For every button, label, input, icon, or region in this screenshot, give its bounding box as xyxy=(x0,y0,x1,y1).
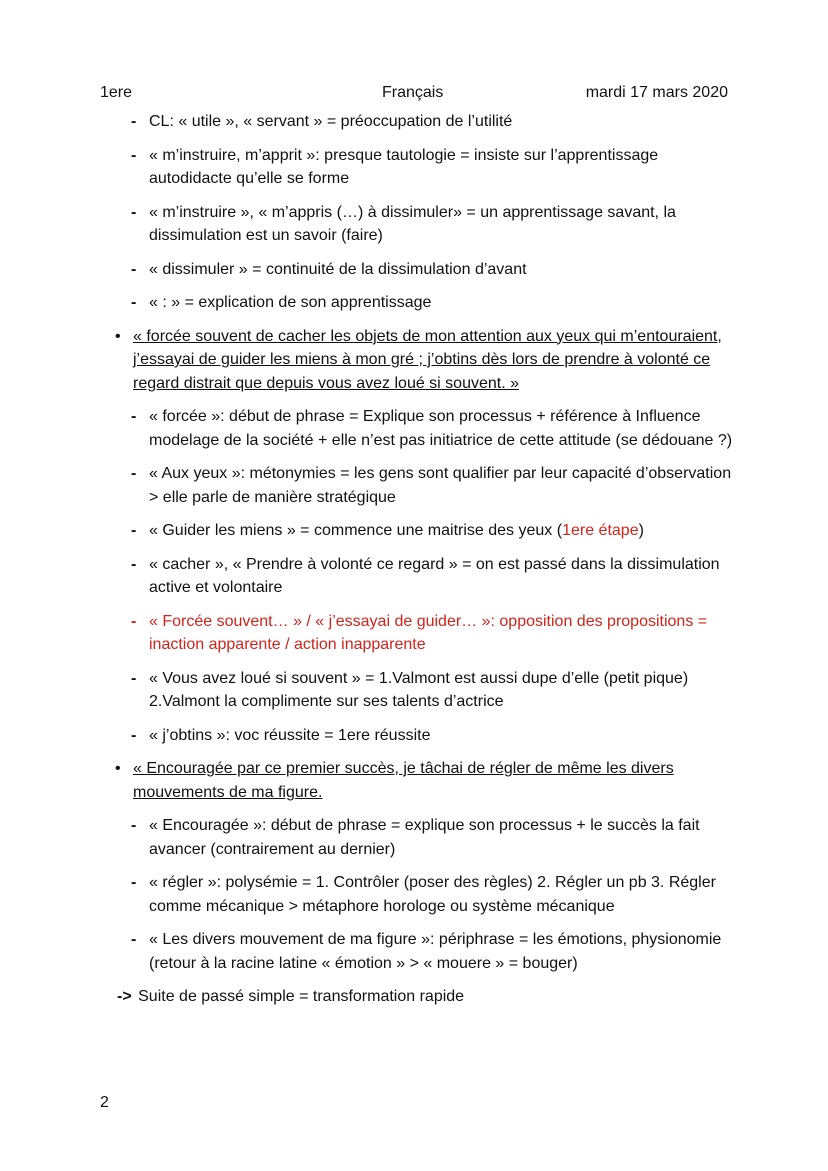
list-item xyxy=(100,553,740,600)
list-item xyxy=(100,110,740,134)
dash-bullet: - xyxy=(131,113,137,130)
list-item xyxy=(100,291,740,315)
quote-item xyxy=(100,757,740,804)
dash-bullet: - xyxy=(131,726,137,744)
notes-content xyxy=(100,110,740,1009)
page-number: 2 xyxy=(100,1094,109,1111)
list-item-text: « forcée »: début de phrase = Explique son processus + référence à Influence modelage de la société + elle n’est pas initiatrice de cette attitude (se dédouane ?) xyxy=(149,408,733,449)
round-bullet: • xyxy=(115,327,121,345)
highlight-red-text: 1ere étape xyxy=(562,522,639,539)
header-date: mardi 17 mars 2020 xyxy=(585,84,728,101)
list-item xyxy=(100,258,740,282)
list-item-text: « régler »: polysémie = 1. Contrôler (poser des règles) 2. Régler un pb 3. Régler comme mécanique > métaphore horologe ou système mécanique xyxy=(149,874,716,915)
list-item xyxy=(100,814,740,861)
list-item-text: « m’instruire, m’apprit »: presque tautologie = insiste sur l’apprentissage autodidacte qu’elle se forme xyxy=(149,146,659,187)
conclusion-text: Suite de passé simple = transformation rapide xyxy=(138,988,465,1005)
list-item xyxy=(100,667,740,714)
dash-bullet: - xyxy=(131,612,137,630)
dash-bullet: - xyxy=(131,931,137,948)
dash-bullet: - xyxy=(131,874,137,891)
list-item xyxy=(100,144,740,191)
list-item-text: « Aux yeux »: métonymies = les gens sont qualifier par leur capacité d’observation > elle parle de manière stratégique xyxy=(149,465,732,506)
dash-bullet: - xyxy=(131,522,137,539)
quote-item xyxy=(100,325,740,396)
list-item-text: « Encouragée »: début de phrase = explique son processus + le succès la fait avancer (contrairement au dernier) xyxy=(149,817,700,858)
subject-title: Français xyxy=(382,84,444,101)
list-item-text: « Les divers mouvement de ma figure »: périphrase = les émotions, physionomie (retour à la racine latine « émotion » > « mouere » = bouger) xyxy=(149,931,722,972)
list-item-text: « dissimuler » = continuité de la dissimulation d’avant xyxy=(149,260,527,278)
list-item-text: « m’instruire », « m’appris (…) à dissimuler» = un apprentissage savant, la dissimulation est un savoir (faire) xyxy=(149,203,676,244)
page-header xyxy=(100,84,728,104)
dash-bullet: - xyxy=(131,817,137,834)
list-item xyxy=(100,462,740,509)
dash-bullet: - xyxy=(131,260,137,278)
dash-bullet: - xyxy=(131,203,137,221)
dash-bullet: - xyxy=(131,669,137,687)
list-item xyxy=(100,519,740,543)
list-item-text: CL: « utile », « servant » = préoccupation de l’utilité xyxy=(149,113,513,130)
list-item xyxy=(100,724,740,748)
arrow-icon: -> xyxy=(117,988,132,1005)
class-level: 1ere xyxy=(100,84,133,101)
conclusion-line xyxy=(100,985,740,1009)
list-item xyxy=(100,928,740,975)
list-item-text-end: ) xyxy=(638,522,644,539)
list-item-text: « j’obtins »: voc réussite = 1ere réussite xyxy=(149,726,431,744)
list-item-text: « Guider les miens » = commence une maitrise des yeux ( xyxy=(149,522,563,539)
list-item-text: « : » = explication de son apprentissage xyxy=(149,294,432,311)
list-item-red xyxy=(100,610,740,657)
dash-bullet: - xyxy=(131,465,137,482)
dash-bullet: - xyxy=(131,146,137,164)
round-bullet: • xyxy=(115,760,121,777)
list-item xyxy=(100,405,740,452)
list-item xyxy=(100,201,740,248)
quote-text: « forcée souvent de cacher les objets de mon attention aux yeux qui m’entouraient, j’essayai de guider les miens à mon gré ; j’obtins dès lors de prendre à volonté ce regard distrait que depuis vous avez loué si souvent. » xyxy=(133,327,722,392)
list-item xyxy=(100,871,740,918)
dash-bullet: - xyxy=(131,555,137,573)
list-item-text: « Vous avez loué si souvent » = 1.Valmont est aussi dupe d’elle (petit pique) 2.Valmont la complimente sur ses talents d’actrice xyxy=(149,669,689,710)
quote-text: « Encouragée par ce premier succès, je tâchai de régler de même les divers mouvements de ma figure. xyxy=(133,760,674,801)
dash-bullet: - xyxy=(131,294,137,311)
dash-bullet: - xyxy=(131,408,137,425)
list-item-text: « Forcée souvent… » / « j’essayai de guider… »: opposition des propositions = inaction apparente / action inapparente xyxy=(149,612,708,653)
list-item-text: « cacher », « Prendre à volonté ce regard » = on est passé dans la dissimulation active et volontaire xyxy=(149,555,720,596)
